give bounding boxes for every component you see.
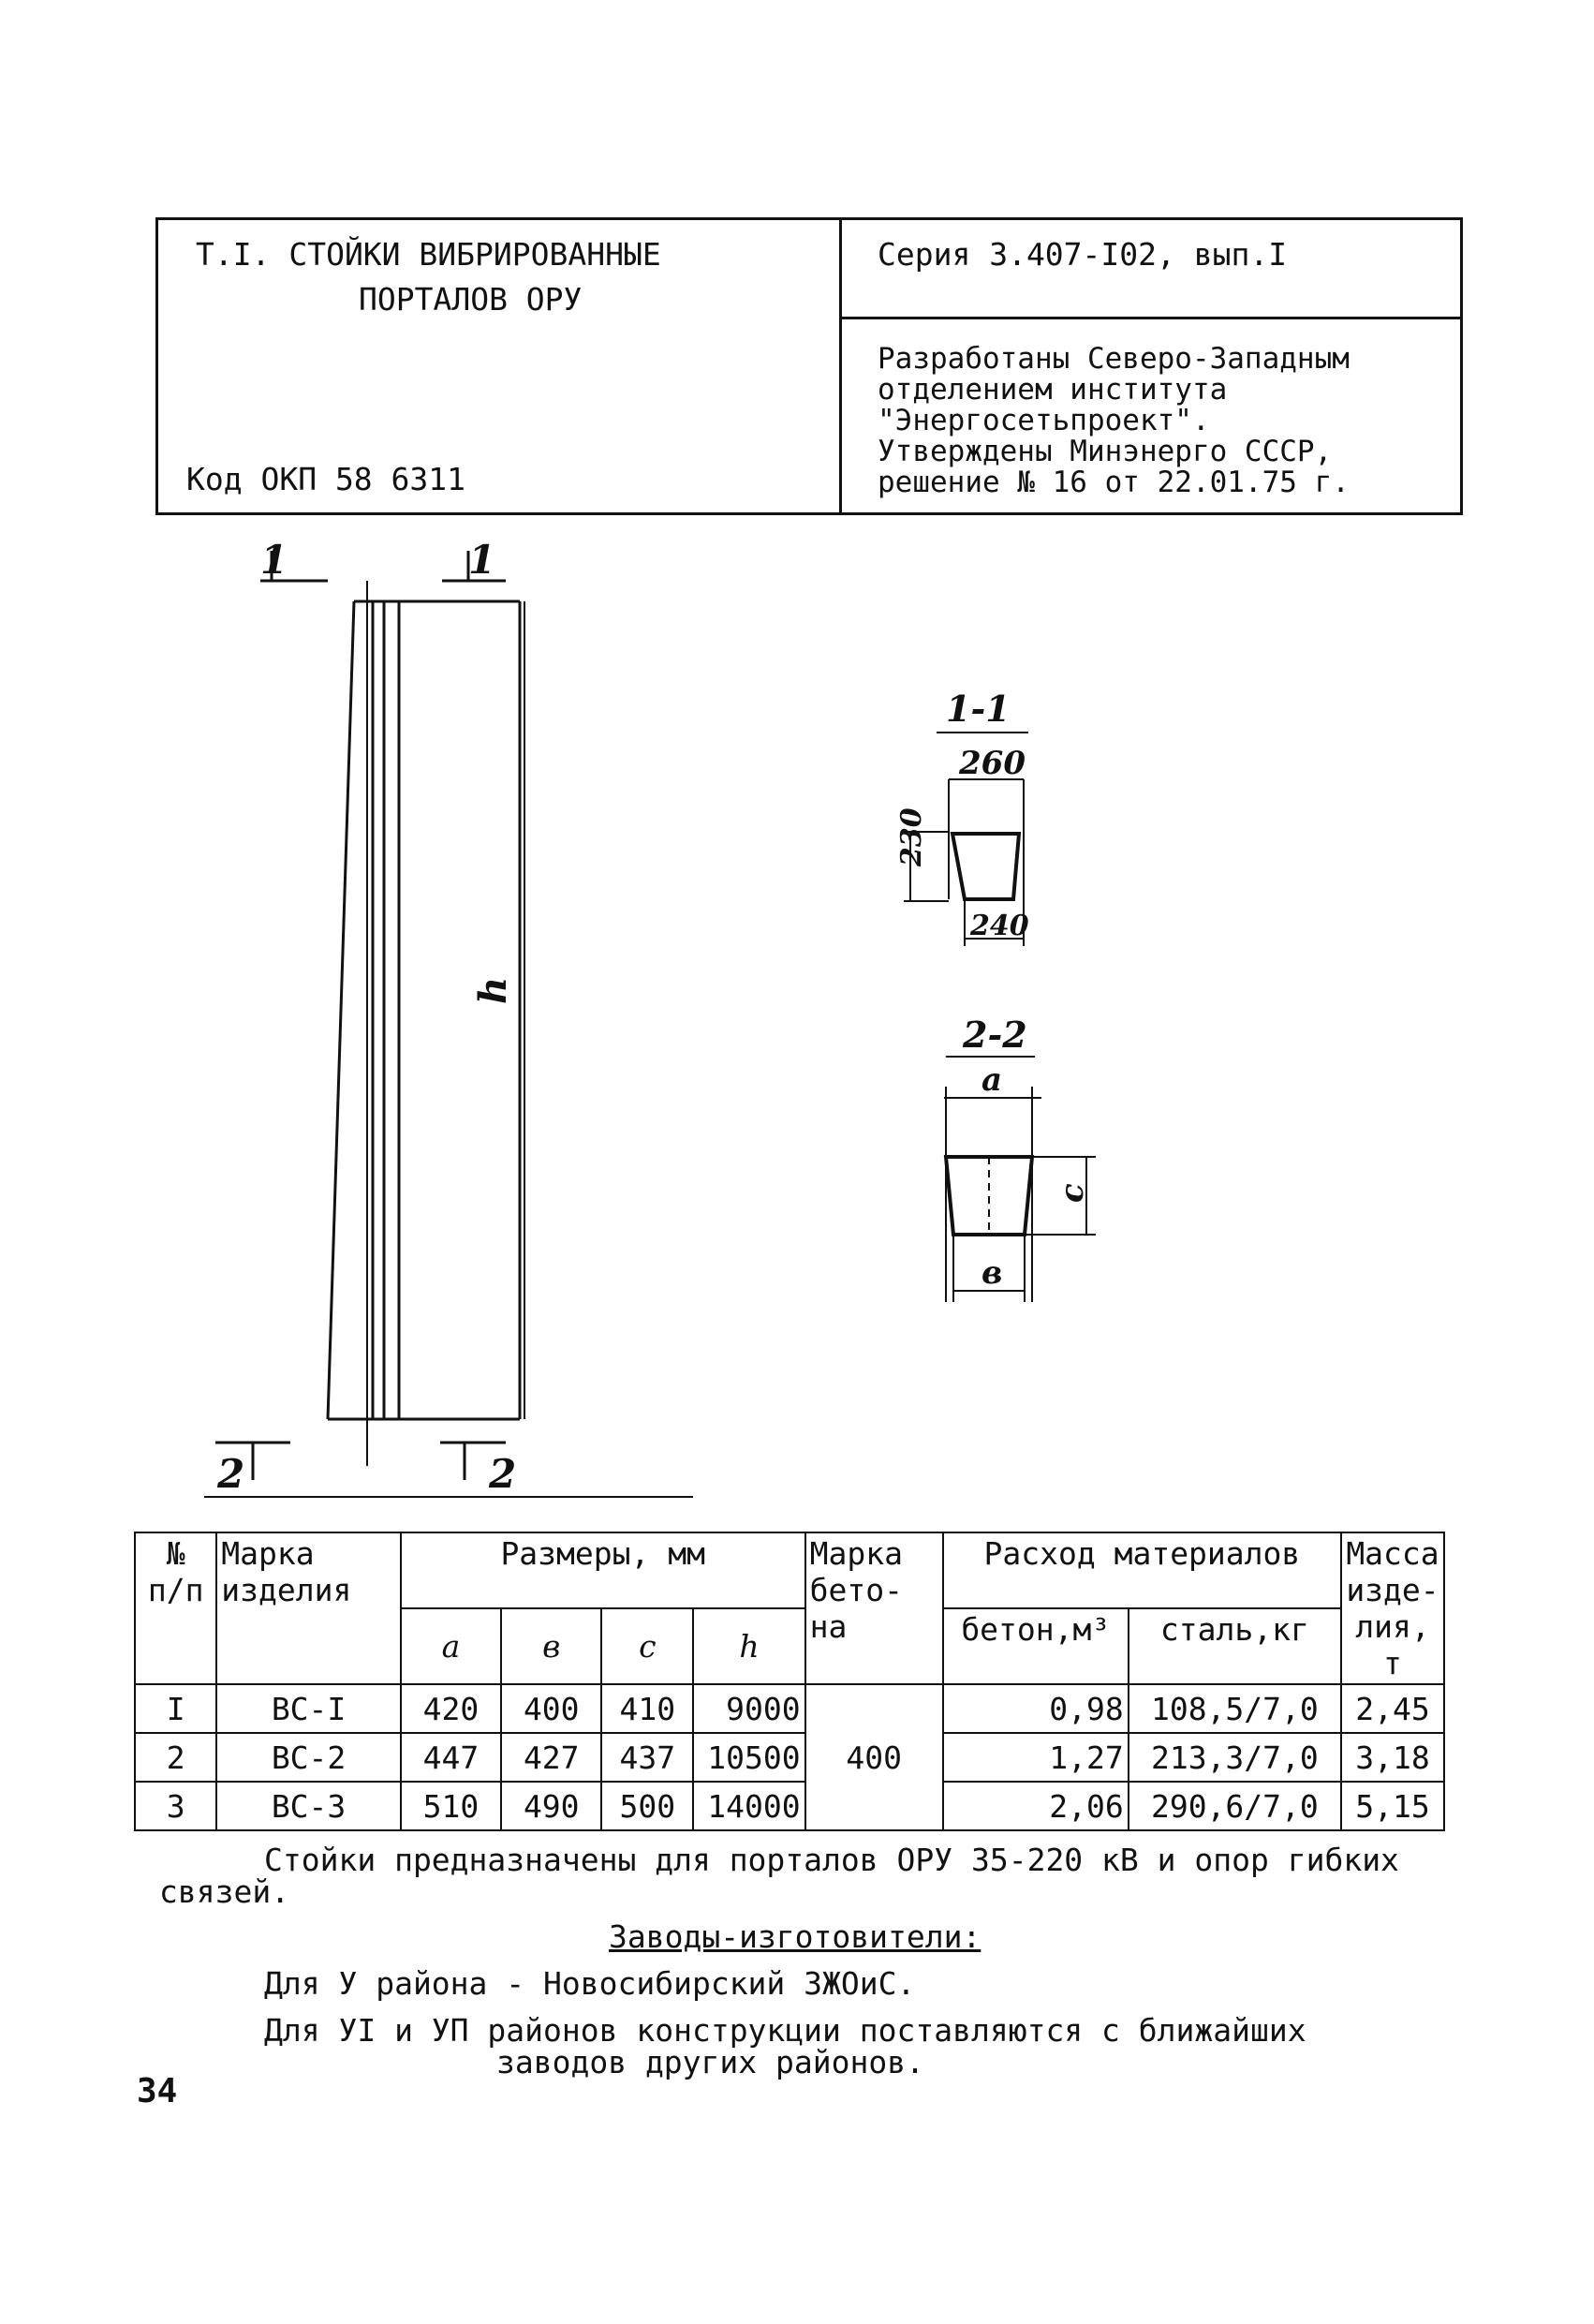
table-row	[135, 1733, 1444, 1782]
factory-line-3: заводов других районов.	[496, 2044, 924, 2080]
section-mark-2-left: 2	[217, 1451, 245, 1497]
col-concrete-grade-header: Марка бето-на	[805, 1532, 943, 1684]
table-row	[135, 1782, 1444, 1830]
col-a-header: a	[401, 1608, 501, 1684]
col-c-header: c	[601, 1608, 693, 1684]
cell-mark: ВС-3	[216, 1782, 401, 1830]
section-11-top-dim: 260	[959, 745, 1026, 782]
note-line-1: Стойки предназначены для порталов ОРУ 35-220 кВ и опор гибких	[264, 1842, 1399, 1878]
series-label: Серия 3.407-I02, вып.I	[878, 236, 1288, 273]
col-dims-header: Размеры, мм	[401, 1532, 805, 1608]
col-num-header: № п/п	[135, 1532, 216, 1684]
col-concrete-header: бетон,м³	[943, 1608, 1129, 1684]
section-11-title: 1-1	[946, 688, 1011, 730]
col-mark-header: Марка изделия	[216, 1532, 401, 1684]
cell-concrete: 0,98	[943, 1684, 1129, 1733]
developer-line: Утверждены Минэнерго СССР,	[878, 435, 1333, 468]
products-table	[134, 1532, 1445, 1831]
cell-concrete: 2,06	[943, 1782, 1129, 1830]
title-line-1: Т.I. СТОЙКИ ВИБРИРОВАННЫЕ	[196, 236, 661, 273]
cell-a: 420	[401, 1684, 501, 1733]
cell-h: 10500	[693, 1733, 804, 1782]
developer-line: решение № 16 от 22.01.75 г.	[878, 466, 1350, 499]
cell-mass: 2,45	[1341, 1684, 1444, 1733]
cell-c: 437	[601, 1733, 693, 1782]
developer-line: Разработаны Северо-Западным	[878, 342, 1350, 376]
cell-mass: 3,18	[1341, 1733, 1444, 1782]
col-materials-header: Расход материалов	[943, 1532, 1341, 1608]
table-row	[135, 1684, 1444, 1733]
title-line-2: ПОРТАЛОВ ОРУ	[359, 281, 583, 318]
developer-line: "Энергосетьпроект".	[878, 404, 1210, 437]
cell-concrete: 1,27	[943, 1733, 1129, 1782]
cell-steel: 213,3/7,0	[1129, 1733, 1341, 1782]
cell-h: 14000	[693, 1782, 804, 1830]
col-h-header: h	[693, 1608, 804, 1684]
note-line-2: связей.	[159, 1873, 290, 1910]
section-22-title: 2-2	[963, 1014, 1027, 1056]
factories-heading: Заводы-изготовители:	[609, 1918, 981, 1955]
col-b-header: в	[501, 1608, 601, 1684]
cell-a: 510	[401, 1782, 501, 1830]
cell-c: 410	[601, 1684, 693, 1733]
section-22-height-dim: c	[1054, 1183, 1091, 1203]
page-number: 34	[137, 2072, 178, 2110]
section-22-bottom-dim: в	[981, 1254, 1003, 1292]
cell-concrete-grade: 400	[805, 1684, 943, 1830]
cell-b: 490	[501, 1782, 601, 1830]
factory-line-1: Для У района - Новосибирский ЗЖОиС.	[264, 1965, 916, 2002]
cell-mass: 5,15	[1341, 1782, 1444, 1830]
cell-num: 3	[135, 1782, 216, 1830]
col-mass-header: Масса изде-лия, т	[1341, 1532, 1444, 1684]
cell-h: 9000	[693, 1684, 804, 1733]
factory-line-2: Для УI и УП районов конструкции поставляются с ближайших	[264, 2012, 1306, 2049]
section-mark-1-right: 1	[468, 537, 496, 583]
section-mark-1-left: 1	[260, 537, 288, 583]
cell-steel: 290,6/7,0	[1129, 1782, 1341, 1830]
section-22-top-dim: a	[981, 1061, 1003, 1099]
cell-c: 500	[601, 1782, 693, 1830]
developer-line: отделением института	[878, 373, 1228, 407]
cell-num: 2	[135, 1733, 216, 1782]
cell-mark: ВС-2	[216, 1733, 401, 1782]
section-11-height-dim: 230	[895, 807, 928, 866]
cell-b: 427	[501, 1733, 601, 1782]
product-code: Код ОКП 58 6311	[186, 461, 466, 497]
height-label: h	[471, 976, 515, 1004]
cell-num: I	[135, 1684, 216, 1733]
cell-a: 447	[401, 1733, 501, 1782]
section-11-bottom-dim: 240	[970, 910, 1029, 942]
section-mark-2-right: 2	[489, 1451, 517, 1497]
col-steel-header: сталь,кг	[1129, 1608, 1341, 1684]
cell-mark: ВС-I	[216, 1684, 401, 1733]
cell-steel: 108,5/7,0	[1129, 1684, 1341, 1733]
cell-b: 400	[501, 1684, 601, 1733]
